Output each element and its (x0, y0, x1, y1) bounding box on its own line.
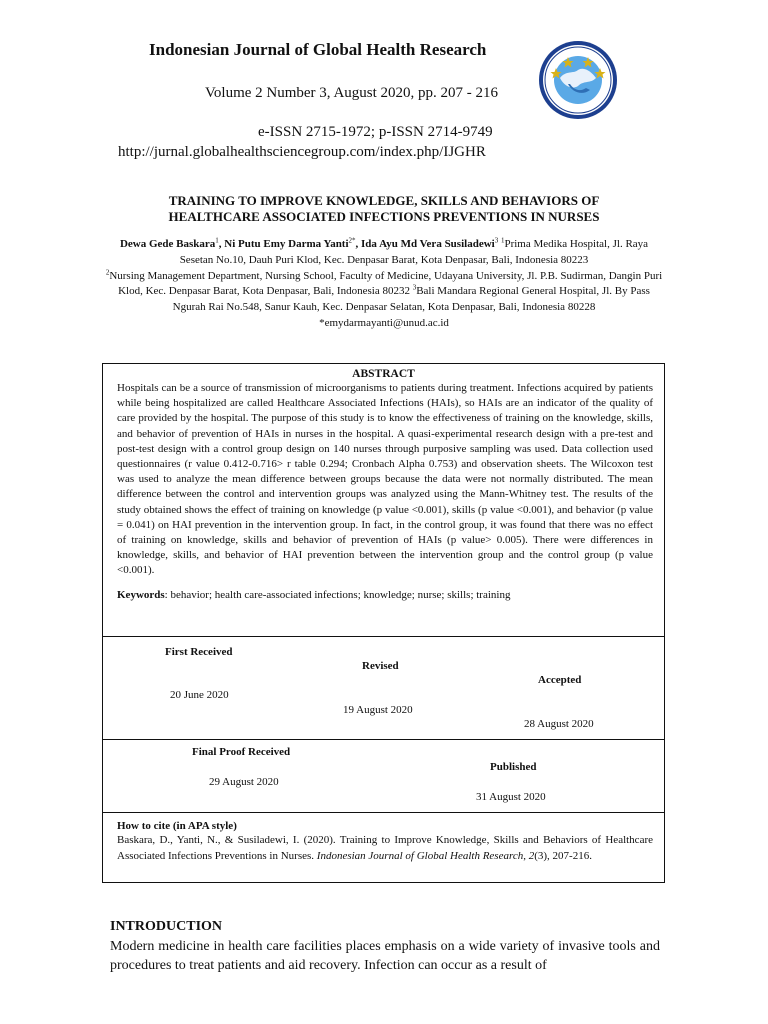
accepted-date: 28 August 2020 (524, 718, 594, 730)
revised-label: Revised (362, 660, 399, 672)
keywords-list: : behavior; health care-associated infections; knowledge; nurse; skills; training (164, 588, 511, 601)
journal-url[interactable]: http://jurnal.globalhealthsciencegroup.com/index.php/IJGHR (118, 144, 486, 160)
revised-date: 19 August 2020 (343, 704, 413, 716)
journal-title: Indonesian Journal of Global Health Research (149, 40, 487, 59)
affiliation-2-sup: 2 (105, 267, 110, 276)
author-2-sup: 2* (348, 236, 356, 245)
author-3: Ida Ayu Md Vera Susiladewi (361, 238, 495, 250)
issn-info: e-ISSN 2715-1972; p-ISSN 2714-9749 (258, 124, 493, 140)
affiliation-2: Nursing Management Department, Nursing School, Faculty of Medicine, Udayana University, Jl. P.B. Sudirman, Dangin Puri Klod, Kec. Denpasar Barat, Kota Denpasar, Bali, Indonesia 80232 (109, 269, 663, 298)
affiliation-3-sup: 3 (412, 283, 417, 292)
introduction-heading: INTRODUCTION (110, 919, 223, 934)
abstract-text: Hospitals can be a source of transmission of microorganisms to patients during treatment. Infections acquired by patients while being hospitalized are called Healthcare Associated Infections (HAIs), so HAIs are an indicator of the quality of care provided by the hospital. The purpose of this study is to know the effectiveness of training on the knowledge, skills, and behavior of prevention of HAIs in nurses in the hospital. A quasi-experimental research design with a pre-test and post-test design with a control group design on 140 nurses through purposive sampling was used. Data collection used questionnaires (r value 0.412-0.716> r table 0.294; Cronbach Alpha 0.753) and observation sheets. The Wilcoxon test was used to analyze the mean difference between groups because the data were not normally distributed. The mean difference between the control and intervention groups was analyzed using the Mann-Whitney test. The results of the study obtained shows the effect of training on knowledge (p value <0.001), skills (p value <0.001), and behavior (p value = 0.041) on HAI prevention in the intervention group. In fact, in the control group, it was found that there was no effect of training on knowledge, skills and behavior of prevention of HAIs (p value> 0.005). There were differences in knowledge, skills, and behavior of HAI prevention between the intervention group and the control group (p value <0.001). (117, 382, 653, 577)
author-3-sup: 3 (494, 236, 499, 245)
citation-issue-pages: (3), 207-216. (534, 849, 592, 862)
authors-block: Dewa Gede Baskara$^1$, Ni Putu Emy Darma Yanti$^{2*}$, Ida Ayu Md Vera Susiladewi$^3$ $^1$Prima Medika Hospital, Jl. Raya Sesetan No.10, Dauh Puri Klod, Kec. Denpasar Barat, Kota Denpasar, Bali, Indonesia 80223 $^2$Nursing Management Department, Nursing School, Faculty of Medicine, Udayana University, Jl. P.B. Sudirman, Dangin Puri Klod, Kec. Denpasar Barat, Kota Denpasar, Bali, Indonesia 80232 $^3$Bali Mandara Regional General Hospital, Jl. By Pass Ngurah Rai No.548, Sanur Kauh, Kec. Denpasar Selatan, Kota Denpasar, Bali, Indonesia 80228 *emydarmayanti@unud.ac.id (105, 236, 663, 329)
citation-authors-title: Baskara, D., Yanti, N., & Susiladewi, I. (2020). Training to Improve Knowledge, Skills and Behaviors of Healthcare Associated Infections Preventions in Nurses. (117, 834, 653, 862)
affiliation-1: Prima Medika Hospital, Jl. Raya Sesetan No.10, Dauh Puri Klod, Kec. Denpasar Barat, Kota Denpasar, Bali, Indonesia 80223 (179, 238, 649, 266)
article-title-line2: HEALTHCARE ASSOCIATED INFECTIONS PREVENTIONS IN NURSES (168, 209, 600, 224)
introduction-text: Modern medicine in health care facilities places emphasis on a wide variety of invasive tools and procedures to treat patients and aid recovery. Infection can occur as a result of (110, 939, 660, 973)
citation-volume: 2 (528, 849, 535, 862)
first-received-label: First Received (165, 646, 233, 658)
published-label: Published (490, 761, 537, 773)
journal-seal-icon (538, 40, 618, 120)
final-proof-label: Final Proof Received (192, 746, 291, 758)
author-1-sup: 1 (215, 236, 219, 245)
first-received-date: 20 June 2020 (170, 689, 229, 701)
affiliation-1-sup: 1 (500, 236, 505, 245)
article-title (100, 193, 668, 225)
keywords-label: Keywords (117, 588, 165, 601)
citation-journal: Indonesian Journal of Global Health Research (316, 849, 524, 862)
dates-box-1 (102, 636, 665, 739)
final-proof-date: 29 August 2020 (209, 776, 279, 788)
article-title-line1: TRAINING TO IMPROVE KNOWLEDGE, SKILLS AND BEHAVIORS OF (168, 193, 600, 208)
citation-heading: How to cite (in APA style) (117, 820, 237, 832)
accepted-label: Accepted (538, 674, 582, 686)
corresponding-email[interactable]: *emydarmayanti@unud.ac.id (319, 316, 449, 329)
affiliation-3: Bali Mandara Regional General Hospital, Jl. By Pass Ngurah Rai No.548, Sanur Kauh, Kec. Denpasar Selatan, Kota Denpasar, Bali, Indonesia 80228 (172, 285, 650, 314)
abstract-box (102, 363, 665, 636)
citation-box (102, 812, 665, 883)
published-date: 31 August 2020 (476, 791, 546, 803)
author-1: Dewa Gede Baskara (119, 238, 216, 250)
author-2: Ni Putu Emy Darma Yanti (224, 238, 349, 250)
keywords (117, 589, 653, 601)
citation-sep: , (523, 849, 529, 862)
volume-info: Volume 2 Number 3, August 2020, pp. 207 - 216 (205, 85, 499, 101)
dates-box-2 (102, 739, 665, 812)
citation-text (117, 833, 653, 864)
abstract-heading: ABSTRACT (352, 368, 415, 380)
